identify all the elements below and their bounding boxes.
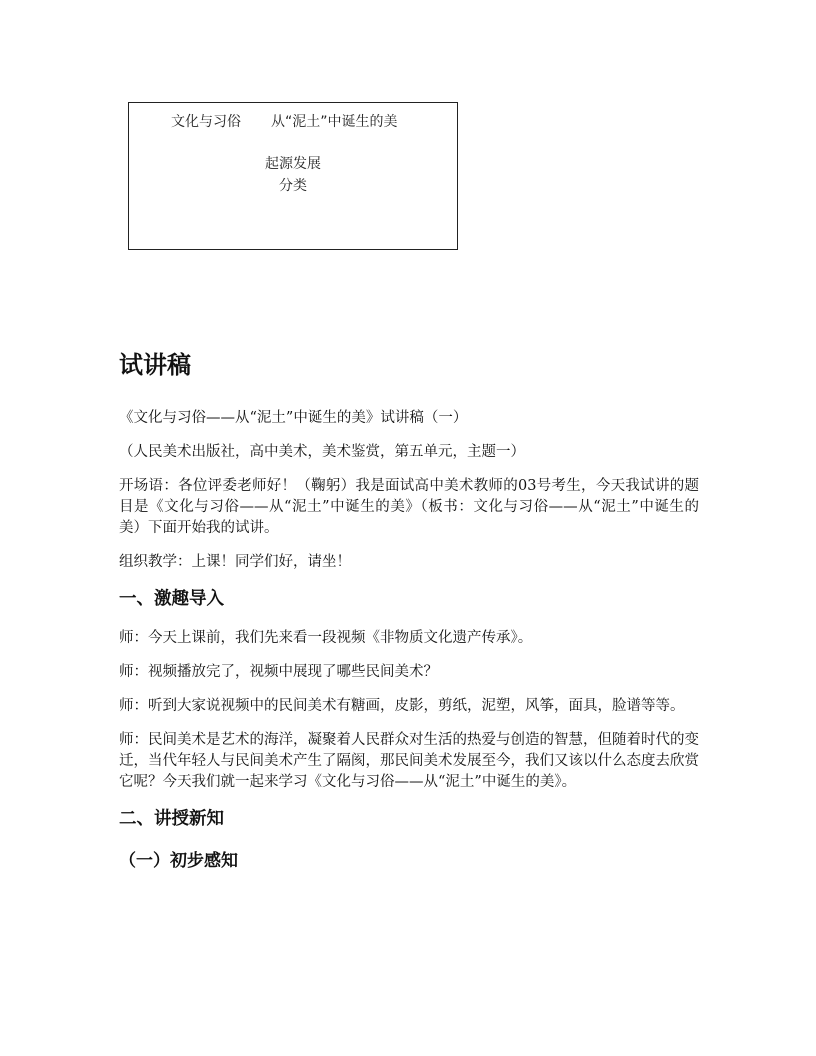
lecture-script [119,348,699,874]
intro-paragraph-1: 师：今天上课前，我们先来看一段视频《非物质文化遗产传承》。 [119,630,533,646]
script-source: （人民美术出版社，高中美术，美术鉴赏，第五单元，主题一） [119,444,525,460]
board-sub-item-classification: 分类 [279,178,307,194]
page-title: 试讲稿 [119,350,191,379]
section-heading-new-knowledge: 二、讲授新知 [119,809,224,829]
board-title-right: 从“泥土”中诞生的美 [271,114,398,130]
organize-paragraph: 组织教学：上课！同学们好，请坐！ [119,554,351,570]
script-subtitle: 《文化与习俗——从“泥土”中诞生的美》试讲稿（一） [119,410,468,426]
board-title-left: 文化与习俗 [171,114,241,130]
section-heading-intro: 一、激趣导入 [119,589,224,609]
intro-paragraph-2: 师：视频播放完了，视频中展现了哪些民间美术？ [119,664,438,680]
subsection-heading-perception: （一）初步感知 [119,851,238,871]
board-sub-item-origin: 起源发展 [265,156,321,172]
opening-paragraph: 开场语：各位评委老师好！（鞠躬）我是面试高中美术教师的03号考生，今天我试讲的题目是《文化与习俗——从“泥土”中诞生的美》（板书：文化与习俗——从“泥土”中诞生的美）下面开始我的试讲。 [119,478,699,536]
blackboard-diagram [128,102,458,250]
intro-paragraph-3: 师：听到大家说视频中的民间美术有糖画，皮影，剪纸，泥塑，风筝，面具，脸谱等等。 [119,698,685,714]
intro-paragraph-4: 师：民间美术是艺术的海洋，凝聚着人民群众对生活的热爱与创造的智慧，但随着时代的变迁，当代年轻人与民间美术产生了隔阂，那民间美术发展至今，我们又该以什么态度去欣赏它呢？今天我们就一起来学习《文化与习俗——从“泥土”中诞生的美》。 [119,732,699,790]
